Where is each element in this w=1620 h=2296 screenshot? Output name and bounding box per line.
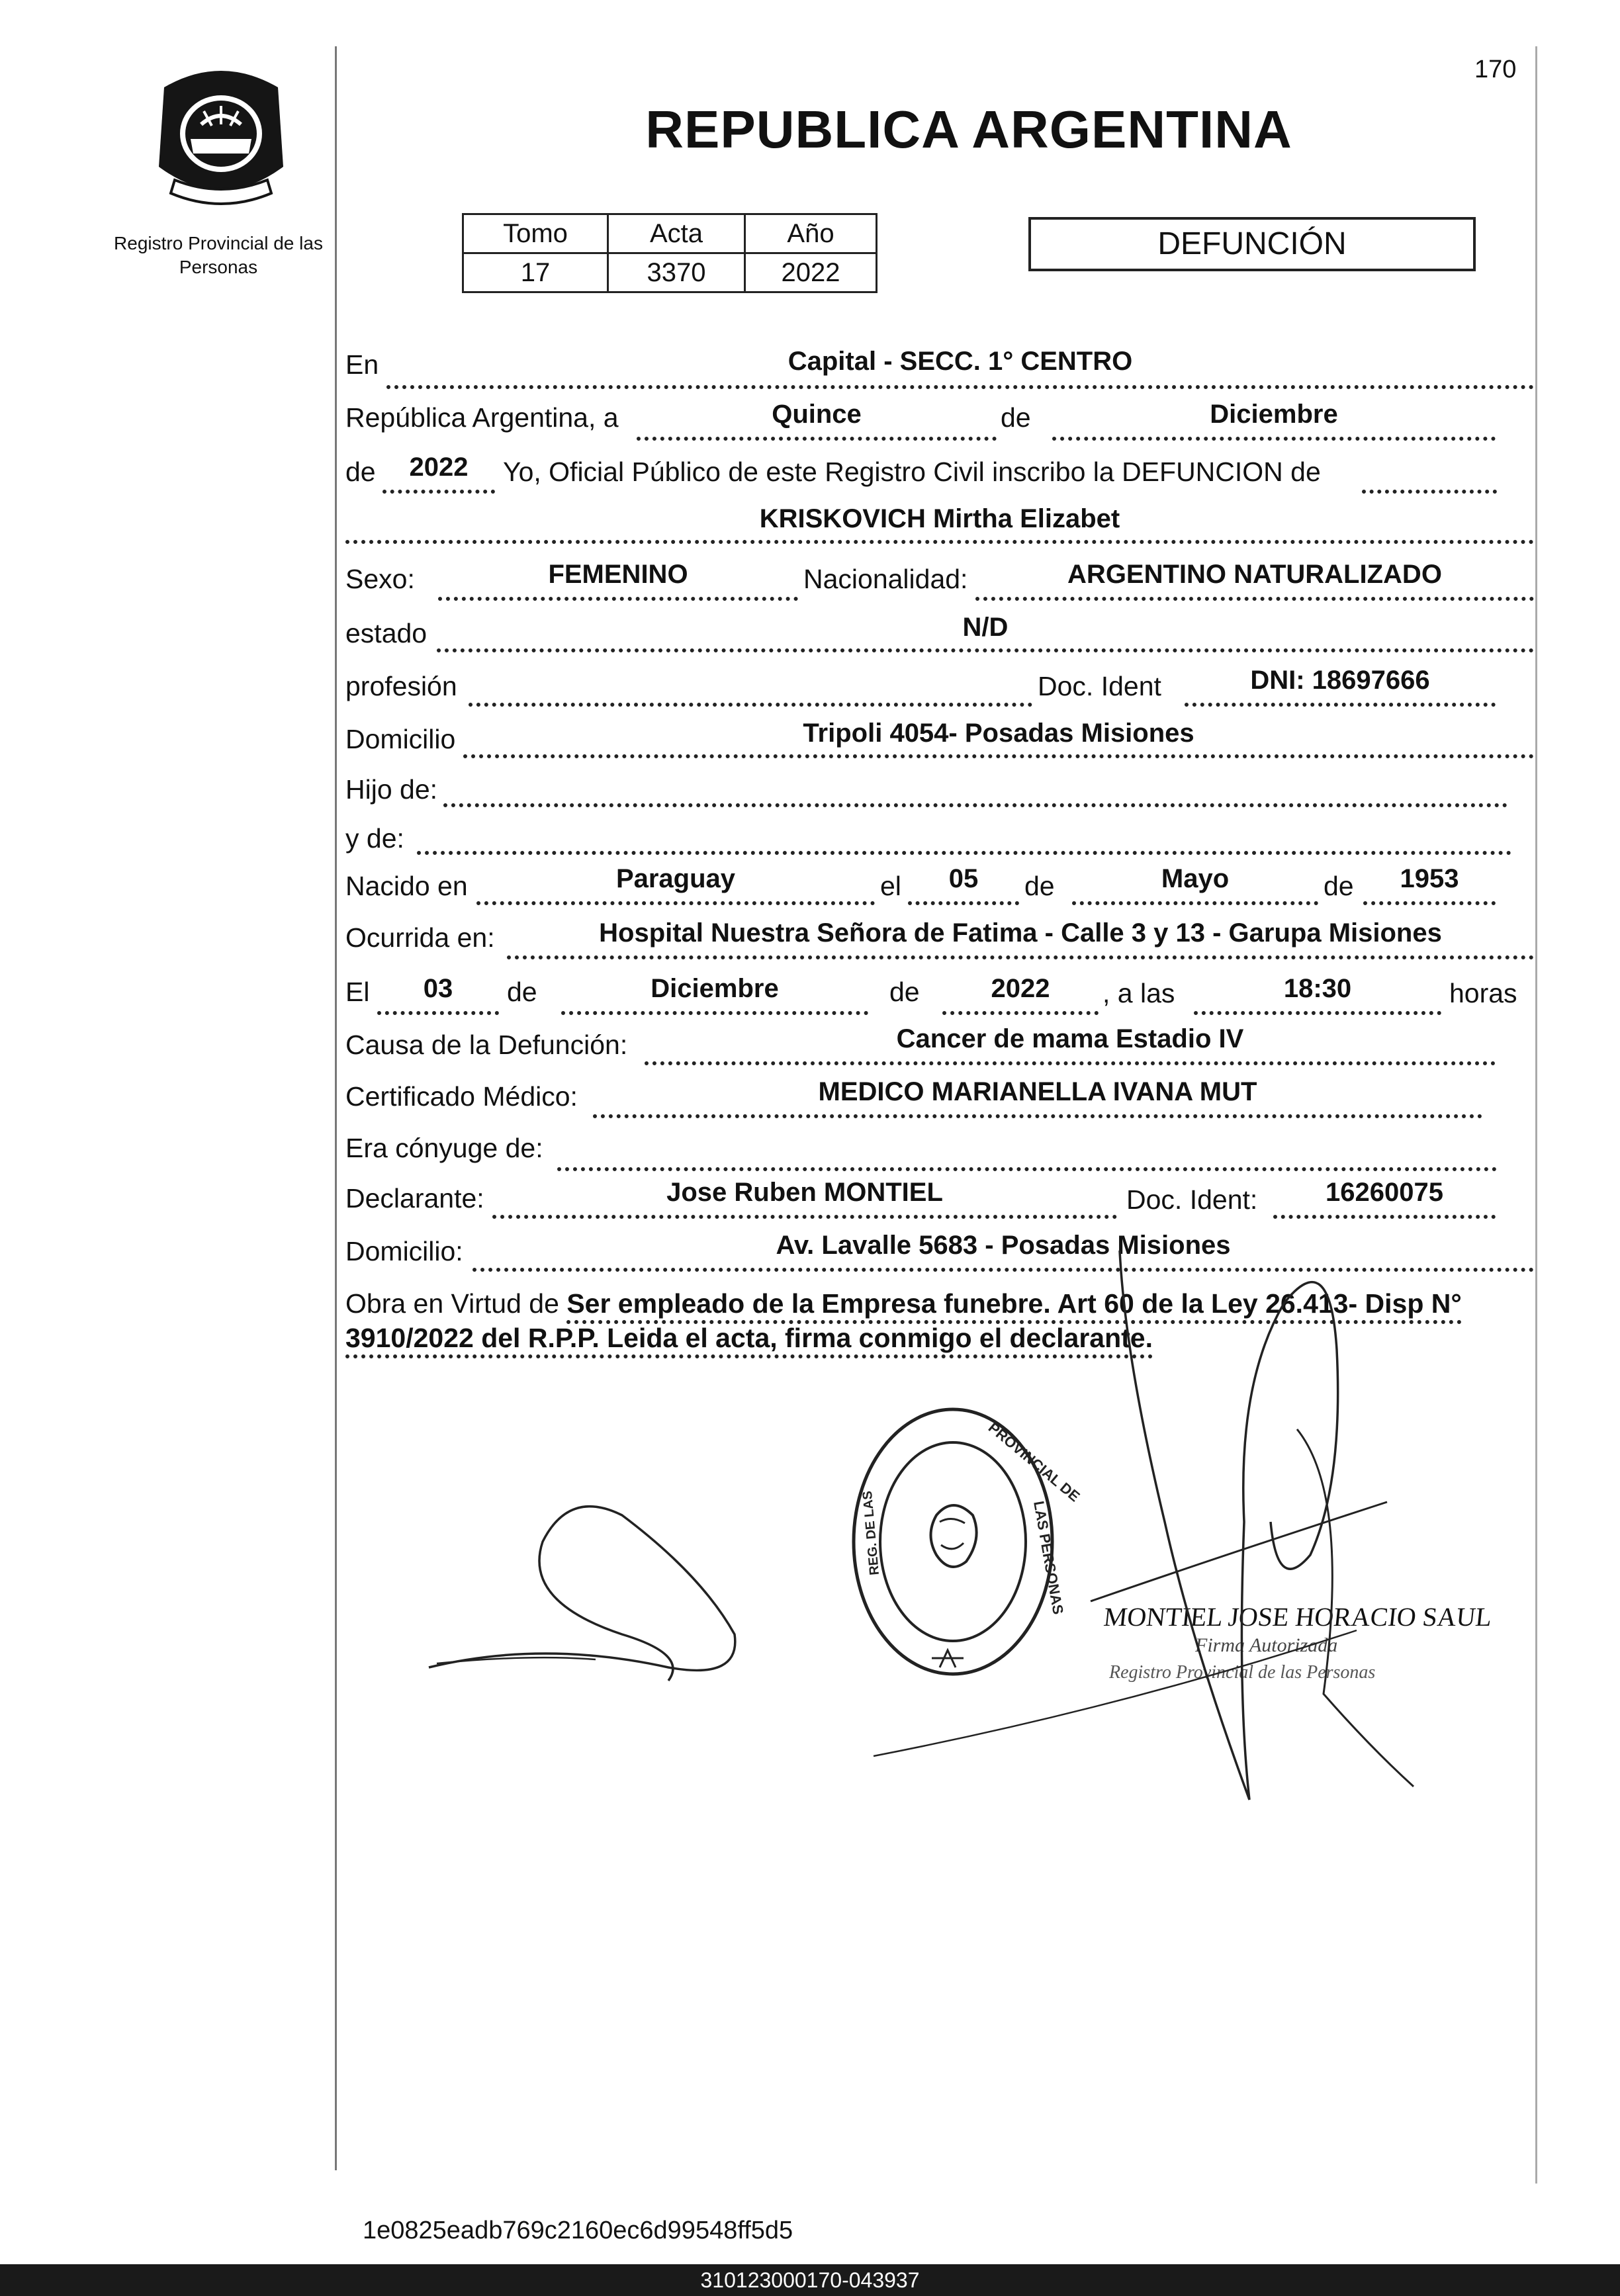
label-yo: Yo, Oficial Público de este Registro Civil inscribo la DEFUNCION de [503,457,1321,487]
label-nacido-en: Nacido en [345,871,468,901]
field-nac-mes: Mayo [1161,864,1230,893]
field-obra-1: Ser empleado de la Empresa funebre. Art 60 de la Ley 26.413- Disp N° [566,1288,1461,1324]
label-domicilio: Domicilio [345,724,456,754]
signatory-org: Registro Provincial de las Personas [1109,1662,1376,1683]
svg-text:PROVINCIAL DE: PROVINCIAL DE [985,1419,1083,1505]
label-domicilio2: Domicilio: [345,1236,463,1266]
label-nacionalidad: Nacionalidad: [803,564,968,594]
field-nacionalidad: ARGENTINO NATURALIZADO [1067,560,1442,589]
registry-name: Registro Provincial de las Personas [114,233,323,277]
document-hash: 1e0825eadb769c2160ec6d99548ff5d5 [363,2217,793,2244]
field-certificado: MEDICO MARIANELLA IVANA MUT [818,1077,1257,1106]
field-anio: 2022 [409,453,469,482]
label-declarante: Declarante: [345,1183,484,1214]
field-nac-anio: 1953 [1400,864,1459,893]
label-profesion: profesión [345,671,457,701]
document-title: REPUBLICA ARGENTINA [645,100,1292,159]
label-hijo-de: Hijo de: [345,774,438,805]
field-declarante-doc: 16260075 [1326,1178,1443,1207]
field-declarante: Jose Ruben MONTIEL [666,1178,943,1207]
field-nac-dia: 05 [948,864,979,893]
field-mes: Diciembre [1210,400,1338,429]
register-header-tomo: Tomo [463,214,608,253]
label-de-d: de [889,977,920,1007]
barcode-footer: 310123000170-043937 [0,2264,1620,2296]
signatory-name: MONTIEL JOSE HORACIO SAUL [1102,1602,1494,1632]
field-ocurrida-en: Hospital Nuestra Señora de Fatima - Calle 3 y 13 - Garupa Misiones [599,918,1442,948]
field-def-dia: 03 [423,974,453,1003]
register-value-acta: 3370 [608,253,745,292]
field-domicilio: Tripoli 4054- Posadas Misiones [803,719,1194,748]
field-obra-2: 3910/2022 del R.P.P. Leida el acta, firma conmigo el declarante. [345,1323,1153,1358]
label-de-b: de [1324,871,1354,901]
field-dia: Quince [772,400,862,429]
label-doc-ident: Doc. Ident [1038,671,1161,701]
field-doc-ident: DNI: 18697666 [1250,666,1430,695]
label-de: de [1001,402,1031,433]
field-def-anio: 2022 [991,974,1050,1003]
label-doc-ident2: Doc. Ident: [1126,1184,1258,1215]
svg-text:LAS PERSONAS: LAS PERSONAS [1030,1499,1067,1616]
svg-text:REG. DE LAS: REG. DE LAS [860,1490,882,1576]
label-ocurrida-en: Ocurrida en: [345,922,495,953]
register-value-anio: 2022 [745,253,877,292]
label-certificado: Certificado Médico: [345,1081,578,1112]
signatory-role: Firma Autorizada [1195,1634,1338,1656]
field-declarante-domicilio: Av. Lavalle 5683 - Posadas Misiones [776,1231,1231,1260]
field-nombre: KRISKOVICH Mirtha Elizabet [759,504,1120,533]
field-sexo: FEMENINO [548,560,688,589]
field-causa: Cancer de mama Estadio IV [896,1024,1244,1053]
label-conyuge: Era cónyuge de: [345,1133,543,1163]
label-el2: El [345,977,370,1007]
label-obra: Obra en Virtud de [345,1288,559,1319]
label-a-las: , a las [1102,978,1175,1008]
field-nacido-en: Paraguay [615,864,736,893]
field-def-mes: Diciembre [651,974,779,1003]
label-estado: estado [345,618,428,648]
register-value-tomo: 17 [463,253,608,292]
act-type-box: DEFUNCIÓN [1028,217,1476,271]
label-causa: Causa de la Defunción: [345,1030,628,1060]
page-number: 170 [1474,56,1517,83]
label-de2: de [345,457,376,487]
label-el: el [880,871,901,901]
register-header-anio: Año [745,214,877,253]
field-estado: N/D [962,613,1009,642]
field-lugar: Capital - SECC. 1° CENTRO [788,347,1133,376]
label-de-c: de [507,977,537,1007]
label-y-de: y de: [345,823,404,854]
field-def-hora: 18:30 [1283,974,1352,1003]
label-sexo: Sexo: [345,564,415,594]
label-republica: República Argentina, a [345,402,619,433]
register-header-acta: Acta [608,214,745,253]
label-en: En [345,349,379,380]
label-de-a: de [1024,871,1055,901]
label-horas: horas [1449,978,1517,1008]
